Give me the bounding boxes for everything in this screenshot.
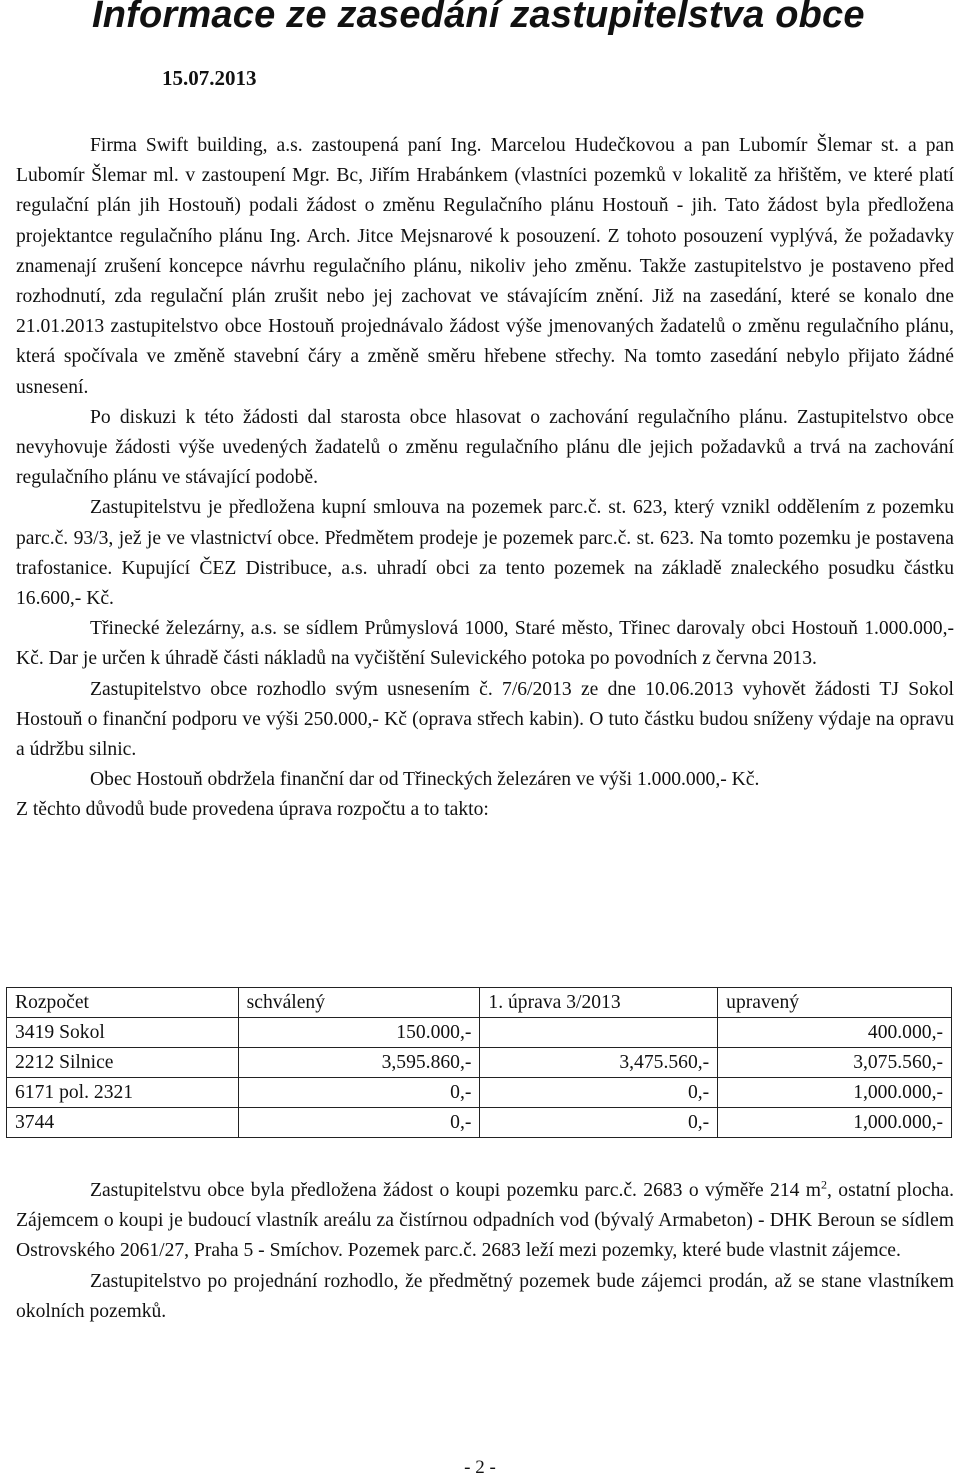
budget-table bbox=[6, 987, 952, 1138]
paragraph-purchase-contract: Zastupitelstvu je předložena kupní smlouva na pozemek parc.č. st. 623, který vznikl oddělením z pozemku parc.č. 93/3, jež je ve vlastnictví obce. Předmětem prodeje je pozemek parc.č. st. 623. Na tomto pozemku je postavena trafostanice. Kupující ČEZ Distribuce, a.s. uhradí obci za tento pozemek na základě znaleckého posudku částku 16.600,- Kč. bbox=[16, 497, 954, 610]
table-cell: 0,- bbox=[238, 1078, 480, 1108]
table-cell: 0,- bbox=[480, 1108, 718, 1138]
table-cell: 150.000,- bbox=[238, 1018, 480, 1048]
table-header-cell: Rozpočet bbox=[7, 988, 239, 1018]
table-cell: 1,000.000,- bbox=[718, 1108, 952, 1138]
table-cell: 2212 Silnice bbox=[7, 1048, 239, 1078]
table-row bbox=[7, 1078, 952, 1108]
table-cell: 3,595.860,- bbox=[238, 1048, 480, 1078]
area-unit-superscript: 2 bbox=[821, 1177, 828, 1192]
table-cell: 3,475.560,- bbox=[480, 1048, 718, 1078]
table-row bbox=[7, 1018, 952, 1048]
table-header-cell: upravený bbox=[718, 988, 952, 1018]
table-row bbox=[7, 1108, 952, 1138]
table-cell: 0,- bbox=[238, 1108, 480, 1138]
table-cell: 6171 pol. 2321 bbox=[7, 1078, 239, 1108]
paragraph-discussion: Po diskuzi k této žádosti dal starosta obce hlasovat o zachování regulačního plánu. Zastupitelstvo obce nevyhovuje žádosti výše uvedených žadatelů o změnu regulačního plánu dle jejich požadavků a trvá na zachování regulačního plánu ve stávající podobě. bbox=[16, 406, 954, 489]
meeting-date: 15.07.2013 bbox=[162, 66, 257, 90]
paragraph-land-sale-decision: Zastupitelstvo po projednání rozhodlo, že předmětný pozemek bude zájemci prodán, až se stane vlastníkem okolních pozemků. bbox=[16, 1270, 954, 1322]
page-title: Informace ze zasedání zastupitelstva obce bbox=[92, 0, 865, 36]
paragraph-budget-intro: Z těchto důvodů bude provedena úprava rozpočtu a to takto: bbox=[16, 799, 489, 821]
land-request-text: Zastupitelstvu obce byla předložena žádost o koupi pozemku parc.č. 2683 o výměře 214 m bbox=[90, 1180, 822, 1201]
table-cell bbox=[480, 1018, 718, 1048]
table-header-cell: 1. úprava 3/2013 bbox=[480, 988, 718, 1018]
table-cell: 3744 bbox=[7, 1108, 239, 1138]
body-bottom bbox=[16, 1176, 954, 1327]
body-top bbox=[16, 131, 954, 826]
table-cell: 0,- bbox=[480, 1078, 718, 1108]
table-header-row bbox=[7, 988, 952, 1018]
paragraph-tj-sokol: Zastupitelstvo obce rozhodlo svým usnesením č. 7/6/2013 ze dne 10.06.2013 vyhovět žádosti TJ Sokol Hostouň o finanční podporu ve výši 250.000,- Kč (oprava střech kabin). O tuto částku budou sníženy výdaje na opravu a údržbu silnic. bbox=[16, 678, 954, 761]
table-row bbox=[7, 1048, 952, 1078]
land-request-text-cont: , ostatní plocha. Zájemcem o koupi je budoucí vlastník areálu za čistírnou odpadních vod (bývalý Armabeton) - DHK Beroun se sídlem Ostrovského 2061/27, Praha 5 - Smíchov. Pozemek parc.č. 2683 leží mezi pozemky, které bude vlastnit zájemce. bbox=[16, 1180, 954, 1262]
paragraph-land-purchase-request bbox=[16, 1176, 954, 1267]
table-cell: 400.000,- bbox=[718, 1018, 952, 1048]
paragraph-financial-gift: Obec Hostouň obdržela finanční dar od Třineckých železáren ve výši 1.000.000,- Kč. bbox=[90, 769, 760, 791]
page-number: - 2 - bbox=[464, 1457, 496, 1478]
table-cell: 3419 Sokol bbox=[7, 1018, 239, 1048]
table-header-cell: schválený bbox=[238, 988, 480, 1018]
paragraph-swift-building: Firma Swift building, a.s. zastoupená paní Ing. Marcelou Hudečkovou a pan Lubomír Šlemar st. a pan Lubomír Šlemar ml. v zastoupení Mgr. Bc, Jiřím Hrabánkem (vlastníci pozemků v lokalitě za hřištěm, ve které platí regulační plán jih Hostouň) podali žádost o změnu Regulačního plánu Hostouň - jih. Tato žádost byla předložena projektantce regulačního plánu Ing. Arch. Jitce Mejsnarové k posouzení. Z tohoto posouzení vyplývá, že požadavky znamenají zrušení koncepce návrhu regulačního plánu, nikoliv jeho změnu. Takže zastupitelstvo je postaveno před rozhodnutí, zda regulační plán zrušit nebo jej zachovat ve stávajícím znění. Již na zasedání, které se konalo dne 21.01.2013 zastupitelstvo obce Hostouň projednávalo žádost výše jmenovaných žadatelů o změnu regulačního plánu, která spočívala ve změně stavební čáry a změně směru hřebene střechy. Na tomto zasedání nebylo přijato žádné usnesení. bbox=[16, 135, 954, 398]
table-cell: 3,075.560,- bbox=[718, 1048, 952, 1078]
paragraph-trinecke-zelezarny: Třinecké železárny, a.s. se sídlem Průmyslová 1000, Staré město, Třinec darovaly obci Hostouň 1.000.000,- Kč. Dar je určen k úhradě části nákladů na vyčištění Sulevického potoka po povodních z června 2013. bbox=[16, 618, 954, 670]
table-cell: 1,000.000,- bbox=[718, 1078, 952, 1108]
